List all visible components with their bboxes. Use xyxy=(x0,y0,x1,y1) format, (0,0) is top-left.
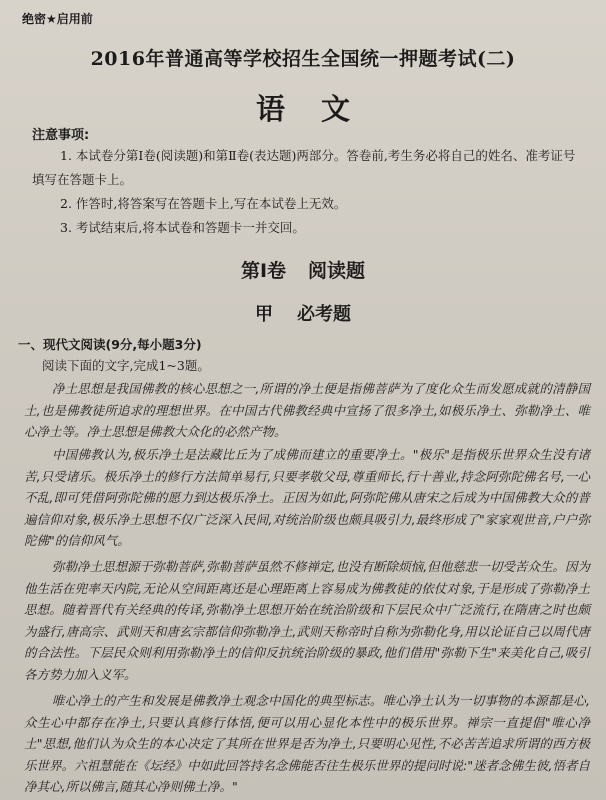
section-label: 甲 xyxy=(255,304,273,325)
part-label: 第Ⅰ卷 xyxy=(240,260,287,282)
question-heading: 一、现代文阅读(9分,每小题3分) xyxy=(18,337,202,352)
part-title xyxy=(0,256,606,283)
notice-heading: 注意事项: xyxy=(32,128,90,143)
passage-paragraph-3: 弥勒净土思想源于弥勒菩萨,弥勒菩萨虽然不修禅定,也没有断除烦恼,但他慈悲一切受苦众生。因为他生活在兜率天内院,无论从空间距离还是心理距离上容易成为佛教徒的依仗对象,于是形成了弥勒净土思想。随着晋代有关经典的传译,弥勒净土思想开始在统治阶级和下层民众中广泛流行,在隋唐之时也颇为盛行,唐高宗、武则天和唐玄宗都信仰弥勒净土,武则天称帝时自称为弥勒化身,用以论证自己以周代唐的合法性。下层民众则利用弥勒净土的信仰反抗统治阶级的暴政,他们借用"弥勒下生"来美化自己,吸引各方势力加入义军。 xyxy=(24,559,590,682)
passage-paragraph-1: 净土思想是我国佛教的核心思想之一,所谓的净土便是指佛菩萨为了度化众生而发愿成就的清静国土,也是佛教徒所追求的理想世界。在中国古代佛教经典中宣扬了很多净土,如极乐净土、弥勒净土、唯心净土等。净土思想是佛教大众化的必然产物。 xyxy=(24,381,590,439)
section-name: 必考题 xyxy=(297,304,351,325)
exam-title: 2016年普通高等学校招生全国统一押题考试(二) xyxy=(90,48,516,70)
notice-item-1: 1. 本试卷分第Ⅰ卷(阅读题)和第Ⅱ卷(表达题)两部分。答卷前,考生务必将自己的姓名、准考证号填写在答题卡上。 xyxy=(32,148,576,187)
question-instruction: 阅读下面的文字,完成1~3题。 xyxy=(42,358,210,373)
passage-paragraph-2: 中国佛教认为,极乐净土是法藏比丘为了成佛而建立的重要净土。"极乐"是指极乐世界众生没有诸苦,只受诸乐。极乐净土的修行方法简单易行,只要孝敬父母,尊重师长,行十善业,持念阿弥陀佛名号,一心不乱,即可凭借阿弥陀佛的愿力到达极乐净土。正因为如此,阿弥陀佛从唐宋之后成为中国佛教大众的普遍信仰对象,极乐净土思想不仅广泛深入民间,对统治阶级也颇具吸引力,最终形成了"家家观世音,户户弥陀佛"的信仰风气。 xyxy=(24,447,590,548)
subject-title: 语文 xyxy=(255,92,386,126)
notice-item-2: 2. 作答时,将答案写在答题卡上,写在本试卷上无效。 xyxy=(60,196,347,211)
notice-item-3: 3. 考试结束后,将本试卷和答题卡一并交回。 xyxy=(60,220,305,235)
part-name: 阅读题 xyxy=(308,260,366,282)
confidential-mark: 绝密★启用前 xyxy=(22,12,93,26)
passage-paragraph-4: 唯心净土的产生和发展是佛教净土观念中国化的典型标志。唯心净土认为一切事物的本源都是心,众生心中都存在净土,只要认真修行体悟,便可以用心显化本性中的极乐世界。禅宗一直提倡"唯心净土"思想,他们认为众生的本心决定了其所在世界是否为净土,只要明心见性,不必苦苦追求所谓的西方极乐世界。六祖慧能在《坛经》中如此回答持名念佛能否往生极乐世界的提问时说:"迷者念佛生彼,悟者自净其心,所以佛言,随其心净则佛土净。" xyxy=(24,693,590,794)
section-title xyxy=(0,300,606,326)
